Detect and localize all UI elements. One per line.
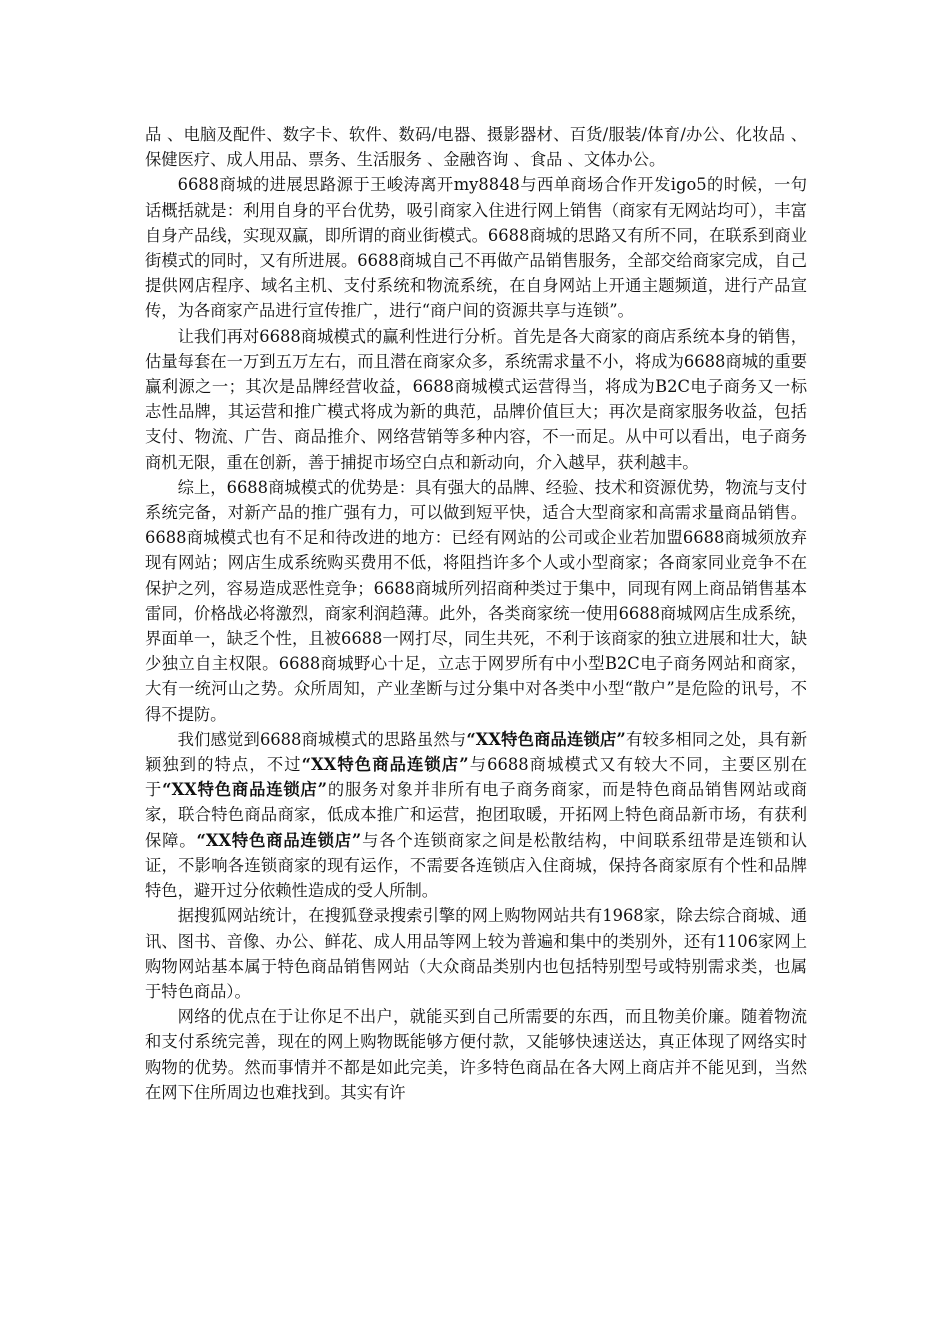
paragraph <box>145 1004 807 1105</box>
paragraph <box>145 475 807 727</box>
paragraph <box>145 324 807 475</box>
paragraph <box>145 727 807 903</box>
text-segment: 网络的优点在于让你足不出户，就能买到自己所需要的东西，而且物美价廉。随着物流和支付系统完善，现在的网上购物既能够方便付款，又能够快速送达，真正体现了网络实时购物的优势。然而事情并不都是如此完美，许多特色商品在各大网上商店并不能见到，当然在网下住所周边也难找到。其实有许 <box>145 1007 807 1102</box>
text-segment: 据搜狐网站统计，在搜狐登录搜索引擎的网上购物网站共有1968家，除去综合商城、通讯、图书、音像、办公、鲜花、成人用品等网上较为普遍和集中的类别外，还有1106家网上购物网站基本属于特色商品销售网站（大众商品类别内也包括特别型号或特别需求类，也属于特色商品）。 <box>145 906 807 1001</box>
text-segment: 综上，6688商城模式的优势是：具有强大的品牌、经验、技术和资源优势，物流与支付系统完备，对新产品的推广强有力，可以做到短平快，适合大型商家和高需求量商品销售。6688商城模式也有不足和待改进的地方：已经有网站的公司或企业若加盟6688商城须放弃现有网站；网店生成系统购买费用不低，将阻挡许多个人或小型商家；各商家同业竞争不在保护之列，容易造成恶性竞争；6688商城所列招商种类过于集中，同现有网上商品销售基本雷同，价格战必将激烈，商家利润趋薄。此外，各类商家统一使用6688商城网店生成系统，界面单一，缺乏个性，且被6688一网打尽，同生共死，不利于该商家的独立进展和壮大，缺少独立自主权限。6688商城野心十足，立志于网罗所有中小型B2C电子商务网站和商家，大有一统河山之势。众所周知，产业垄断与过分集中对各类中小型“散户”是危险的讯号，不得不提防。 <box>145 477 807 724</box>
text-segment: 与各个连锁商家之间是松散结构，中间联系纽带是连锁和认证，不影响各连锁商家的现有运作，不需要各连锁店入住商城，保持各商家原有个性和品牌特色，避开过分依赖性造成的受人所制。 <box>145 830 807 901</box>
text-segment: 品 、电脑及配件、数字卡、软件、数码/电器、摄影器材、百货/服装/体育/办公、化妆品 、保健医疗、成人用品、票务、生活服务 、金融咨询 、食品 、文体办公。 <box>145 125 807 170</box>
text-segment: 与6688商城模式又有较大不同，主要区别在于 <box>145 755 808 800</box>
text-segment: 有较多相同之处，具有新颖独到的特点，不过 <box>145 729 808 775</box>
text-segment: 6688商城的进展思路源于王峻涛离开my8848与西单商场合作开发igo5的时候，一句话概括就是：利用自身的平台优势，吸引商家入住进行网上销售（商家有无网站均可），丰富自身产品线，实现双赢，即所谓的商业街模式。6688商城的思路又有所不同，在联系到商业街模式的同时，又有所进展。6688商城自己不再做产品销售服务，全部交给商家完成，自己提供网店程序、域名主机、支付系统和物流系统，在自身网站上开通主题频道，进行产品宣传，为各商家产品进行宣传推广，进行“商户间的资源共享与连锁”。 <box>145 175 807 321</box>
bold-text-segment: “XX特色商品连锁店” <box>466 729 626 749</box>
text-segment: 的服务对象并非所有电子商务商家，而是特色商品销售网站或商家，联合特色商品商家，低成本推广和运营，抱团取暖，开拓网上特色商品新市场，有获利保障。 <box>145 780 807 850</box>
paragraph <box>145 172 807 323</box>
bold-text-segment: “XX特色商品连锁店” <box>196 830 362 850</box>
text-segment: 我们感觉到6688商城模式的思路虽然与 <box>177 729 467 749</box>
bold-text-segment: “XX特色商品连锁店” <box>162 780 328 800</box>
paragraph <box>145 903 807 1004</box>
bold-text-segment: “XX特色商品连锁店” <box>301 755 469 775</box>
document-body <box>145 122 807 1105</box>
text-segment: 让我们再对6688商城模式的赢利性进行分析。首先是各大商家的商店系统本身的销售，估量每套在一万到五万左右，而且潜在商家众多，系统需求量不小，将成为6688商城的重要赢利源之一；其次是品牌经营收益，6688商城模式运营得当，将成为B2C电子商务又一标志性品牌，其运营和推广模式将成为新的典范，品牌价值巨大；再次是商家服务收益，包括支付、物流、广告、商品推介、网络营销等多种内容，不一而足。从中可以看出，电子商务商机无限，重在创新，善于捕捉市场空白点和新动向，介入越早，获利越丰。 <box>145 326 807 472</box>
paragraph <box>145 122 807 172</box>
